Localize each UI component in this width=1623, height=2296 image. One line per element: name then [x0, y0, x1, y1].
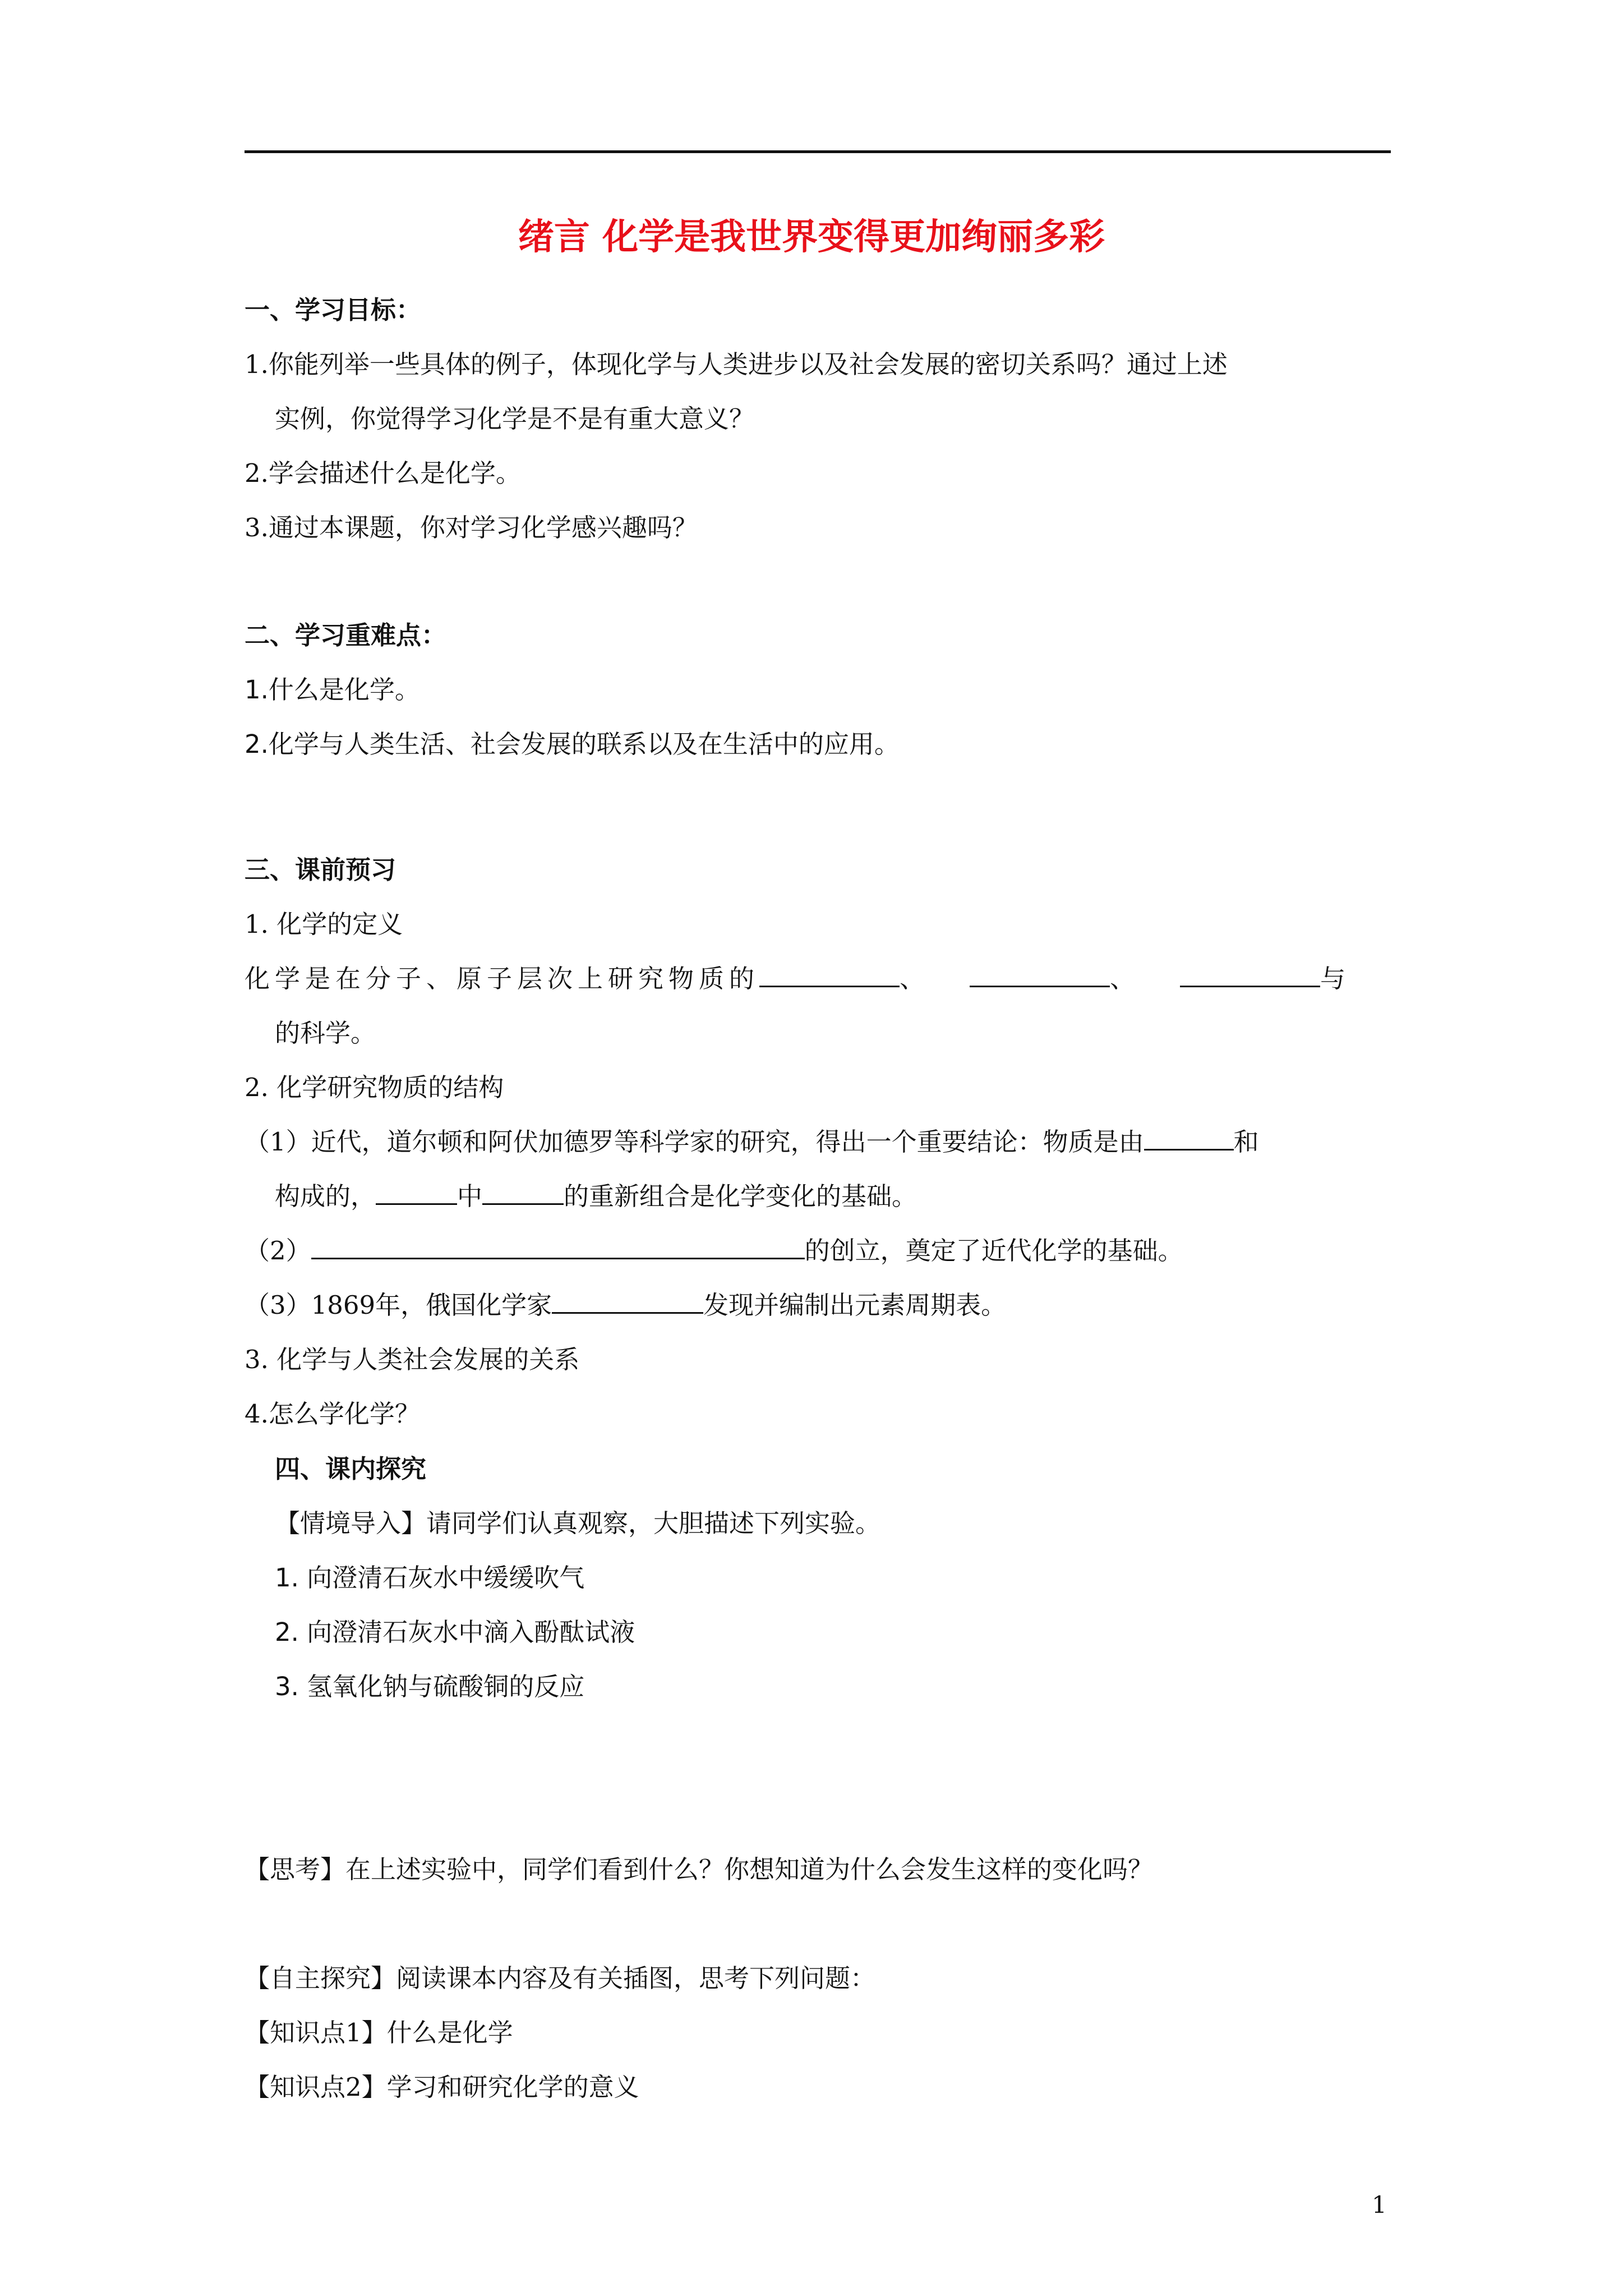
objective-2: 2.学会描述什么是化学。 — [245, 458, 521, 488]
q2-3-prefix: （3）1869年，俄国化学家 — [245, 1290, 552, 1320]
page-number: 1 — [1372, 2191, 1387, 2219]
preview-q1-definition — [245, 962, 1345, 996]
preview-q2-2 — [245, 1234, 1183, 1268]
objective-1-line-2: 实例，你觉得学习化学是不是有重大意义？ — [275, 404, 755, 434]
objective-3: 3.通过本课题，你对学习化学感兴趣吗？ — [245, 513, 698, 542]
blank-definition-2 — [970, 963, 1110, 987]
self-explore-prompt: 【自主探究】阅读课本内容及有关插图，思考下列问题： — [245, 1963, 876, 1993]
q2-1-text: （1）近代，道尔顿和阿伏加德罗等科学家的研究，得出一个重要结论：物质是由 — [245, 1127, 1144, 1157]
q2-1-and: 和 — [1233, 1127, 1259, 1157]
experiment-3: 3. 氢氧化钠与硫酸铜的反应 — [275, 1672, 585, 1701]
section-heading-preview: 三、课前预习 — [245, 855, 396, 885]
preview-q4: 4.怎么学化学？ — [245, 1399, 420, 1429]
section-heading-objectives: 一、学习目标： — [245, 295, 422, 325]
page-title: 绪言 化学是我世界变得更加绚丽多彩 — [518, 217, 1105, 258]
scenario-intro: 【情境导入】请同学们认真观察，大胆描述下列实验。 — [275, 1508, 881, 1538]
separator: 、 — [1110, 964, 1136, 993]
preview-q2-1-line-2 — [275, 1180, 917, 1213]
blank-definition-3 — [1180, 963, 1320, 987]
think-prompt: 【思考】在上述实验中，同学们看到什么？你想知道为什么会发生这样的变化吗？ — [245, 1855, 1154, 1884]
key-point-1: 1.什么是化学。 — [245, 675, 420, 705]
knowledge-point-1: 【知识点1】什么是化学 — [245, 2018, 513, 2047]
q2-2-prefix: （2） — [245, 1236, 311, 1266]
blank-matter-2 — [376, 1181, 457, 1205]
definition-text: 化学是在分子、原子层次上研究物质的 — [245, 964, 760, 993]
preview-q1: 1. 化学的定义 — [245, 909, 403, 939]
preview-q2-3 — [245, 1289, 1006, 1322]
experiment-1: 1. 向澄清石灰水中缓缓吹气 — [275, 1563, 585, 1593]
blank-matter-1 — [1144, 1126, 1234, 1151]
preview-q3: 3. 化学与人类社会发展的关系 — [245, 1345, 580, 1374]
blank-definition-1 — [759, 963, 900, 987]
preview-q1-line-2: 的科学。 — [275, 1018, 376, 1048]
knowledge-point-2: 【知识点2】学习和研究化学的意义 — [245, 2072, 639, 2102]
experiment-2: 2. 向澄清石灰水中滴入酚酞试液 — [275, 1617, 635, 1647]
section-heading-key-points: 二、学习重难点： — [245, 620, 447, 650]
objective-1-line-1: 1.你能列举一些具体的例子，体现化学与人类进步以及社会发展的密切关系吗？通过上述 — [245, 349, 1228, 379]
blank-matter-3 — [482, 1181, 564, 1205]
preview-q2: 2. 化学研究物质的结构 — [245, 1073, 504, 1102]
q2-3-tail: 发现并编制出元素周期表。 — [703, 1290, 1007, 1320]
header-rule — [245, 150, 1391, 153]
section-heading-explore: 四、课内探究 — [275, 1454, 427, 1484]
q2-1-composed: 构成的， — [275, 1181, 376, 1211]
q2-2-tail: 的创立，奠定了近代化学的基础。 — [804, 1236, 1183, 1266]
q2-1-tail: 的重新组合是化学变化的基础。 — [564, 1181, 917, 1211]
q2-1-in: 中 — [457, 1181, 483, 1211]
blank-theory — [311, 1235, 805, 1259]
key-point-2: 2.化学与人类生活、社会发展的联系以及在生活中的应用。 — [245, 729, 900, 759]
definition-tail: 与 — [1320, 964, 1346, 993]
blank-chemist — [552, 1290, 703, 1314]
separator: 、 — [900, 964, 925, 993]
preview-q2-1-line-1 — [245, 1125, 1259, 1159]
